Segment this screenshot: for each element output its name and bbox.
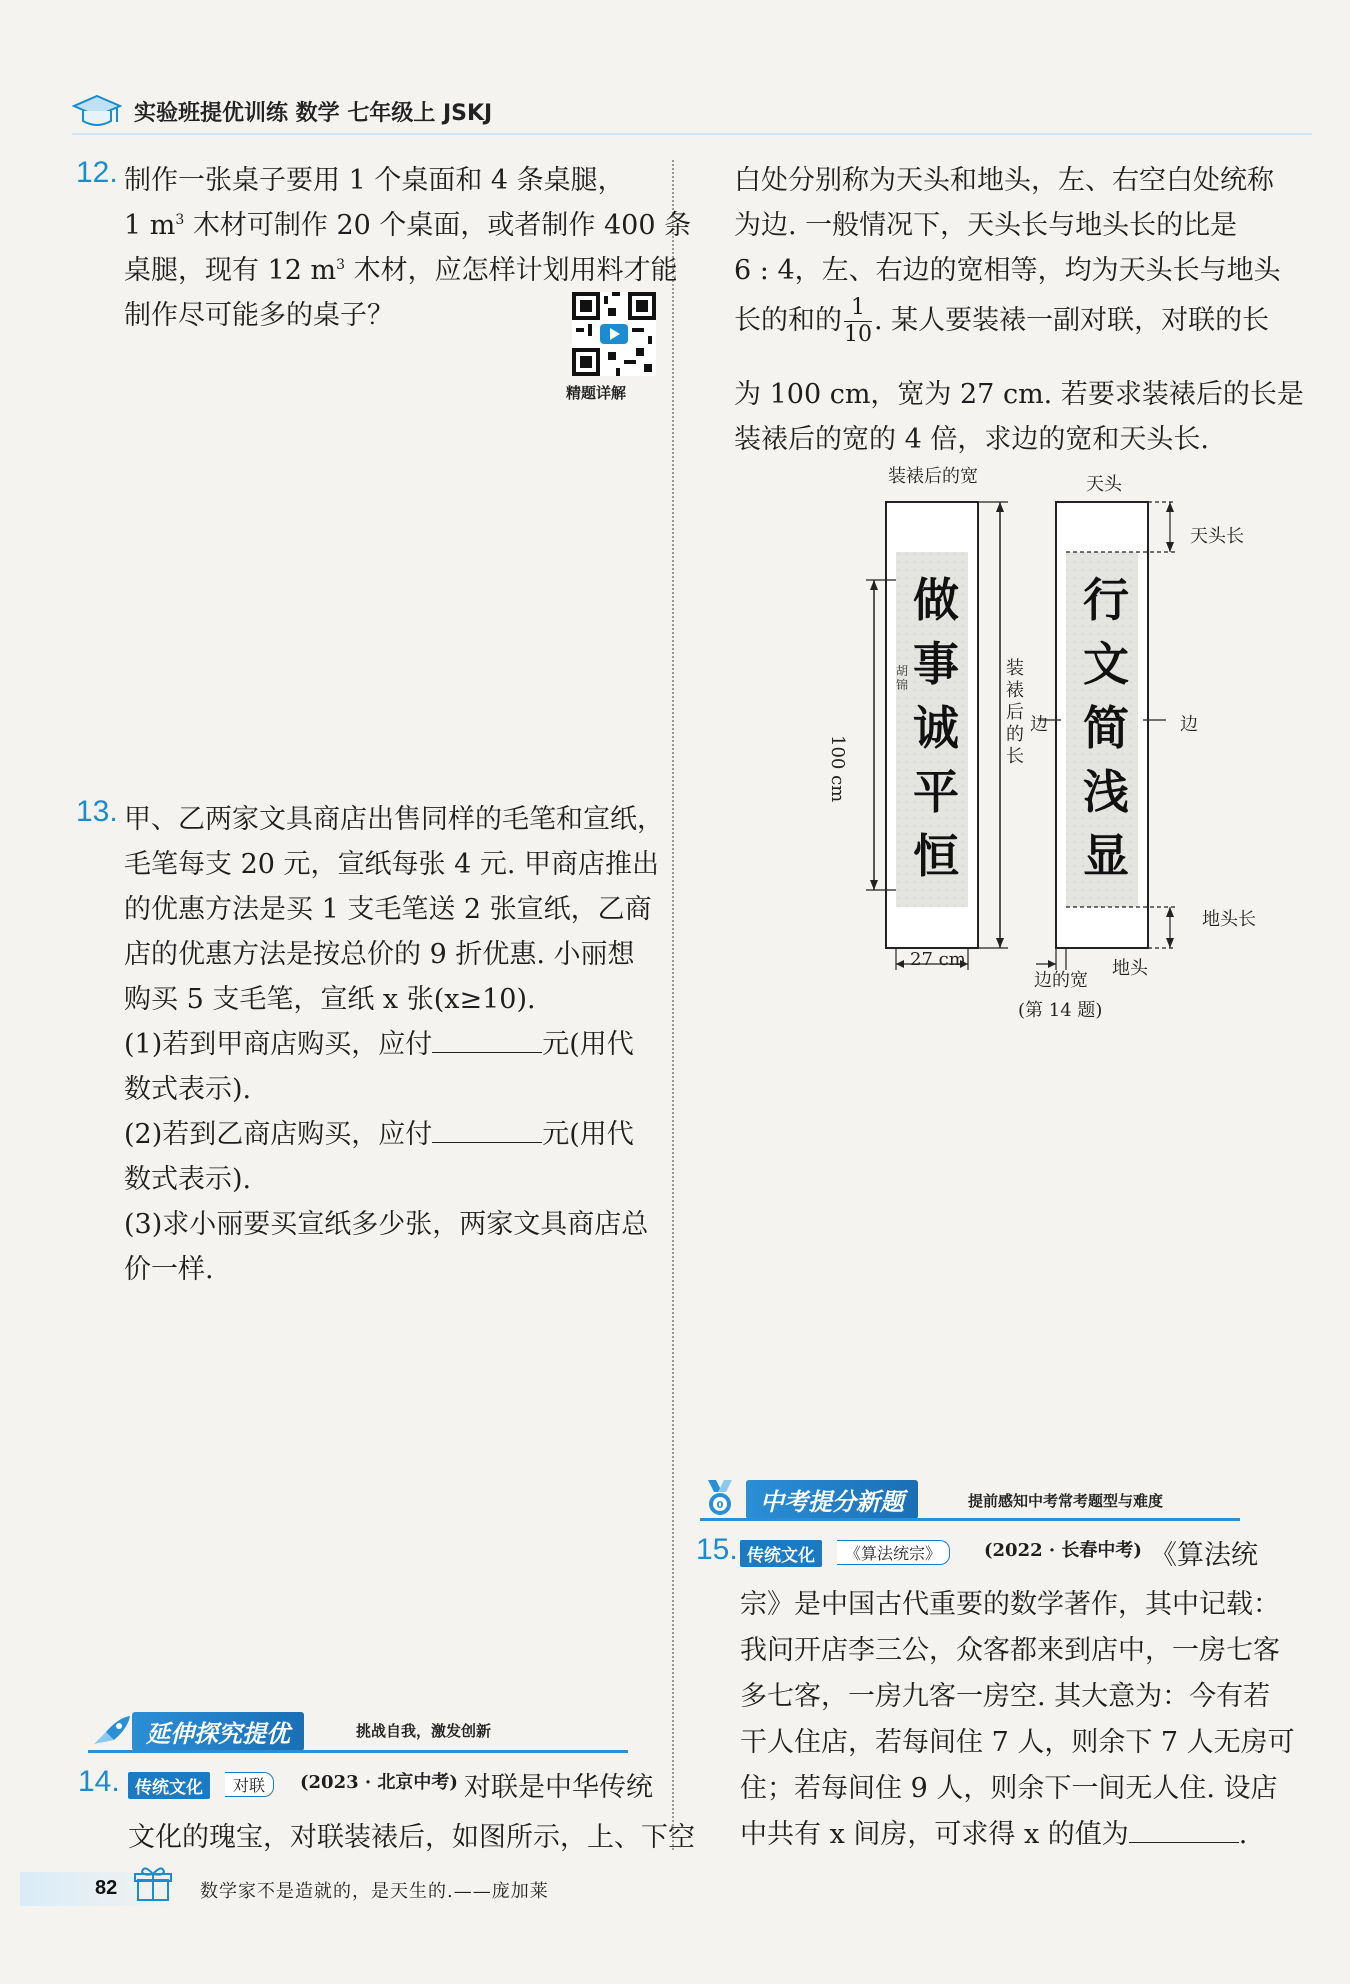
column-divider [672, 160, 674, 1850]
q14-line-1: 对联是中华传统 [464, 1772, 653, 1803]
q15-tag: 传统文化 [740, 1540, 822, 1567]
q13-line-1: 甲、乙两家文具商店出售同样的毛笔和宣纸， [124, 804, 664, 835]
q15-line-2: 宗》是中国古代重要的数学著作，其中记载： [740, 1589, 1280, 1620]
graduation-cap-icon [72, 92, 122, 132]
q14-line-8: 装裱后的宽的 4 倍，求边的宽和天头长. [734, 424, 1209, 455]
label-edge-right: 边 [1180, 714, 1198, 735]
label-edge-width: 边的宽 [1034, 970, 1088, 991]
q12-line-2: 1 $m^3$ 木材可制作 20 个桌面，或者制作 400 条 [124, 210, 692, 241]
banner-left-rule [88, 1750, 628, 1753]
q13-part-3-cont: 价一样. [124, 1254, 214, 1285]
section-banner-right: 中考提分新题 [746, 1480, 918, 1519]
q14-line-4: 为边. 一般情况下，天头长与地头长的比是 [734, 210, 1238, 241]
question-number-14: 14. [78, 1765, 120, 1798]
q14-source: (2023 · 北京中考) [300, 1772, 458, 1793]
q14-line-2: 文化的瑰宝，对联装裱后，如图所示，上、下空 [128, 1822, 695, 1853]
question-number-15: 15. [696, 1533, 738, 1566]
fraction-one-tenth: $\frac{1}{10}$ [844, 295, 872, 347]
q13-part-1-cont: 数式表示). [124, 1074, 252, 1105]
q14-line-6: 长的和的 $\frac{1}{10}$ . 某人要装裱一副对联，对联的长 [734, 295, 1270, 347]
answer-blank-2[interactable] [432, 1118, 542, 1143]
label-27cm: 27 cm [910, 949, 966, 970]
header-rule [72, 133, 1312, 135]
gift-box-icon [132, 1864, 180, 1904]
label-ditou-length: 地头长 [1202, 909, 1256, 930]
label-ditou: 地头 [1112, 958, 1148, 979]
label-mounted-width: 装裱后的宽 [888, 466, 978, 487]
page-header-title: 实验班提优训练 数学 七年级上 JSKJ [134, 101, 493, 126]
q15-source: (2022 · 长春中考) [984, 1540, 1142, 1561]
q14-line-5: 6 : 4，左、右边的宽相等，均为天头长与地头 [734, 255, 1281, 286]
label-tiantou-length: 天头长 [1190, 526, 1244, 547]
q15-line-7: 中共有 x 间房，可求得 x 的值为 . [740, 1819, 1248, 1850]
q13-part-2-cont: 数式表示). [124, 1164, 252, 1195]
q15-line-6: 住；若每间住 9 人，则余下一间无人住. 设店 [740, 1773, 1278, 1804]
qr-code-icon[interactable] [572, 292, 656, 376]
q14-tag2: 对联 [225, 1772, 274, 1797]
q15-line-3: 我问开店李三公，众客都来到店中，一房七客 [740, 1635, 1280, 1666]
q12-line-4: 制作尽可能多的桌子？ [124, 300, 394, 331]
q13-line-2: 毛笔每支 20 元，宣纸每张 4 元. 甲商店推出 [124, 849, 660, 880]
footer-quote: 数学家不是造就的，是天生的.——庞加莱 [200, 1881, 549, 1902]
banner-right-rule [700, 1518, 1240, 1521]
rocket-icon [88, 1714, 132, 1750]
svg-text:0: 0 [716, 1500, 724, 1511]
q15-line-4: 多七客，一房九客一房空. 其大意为：今有若 [740, 1681, 1271, 1712]
q13-line-5: 购买 5 支毛笔，宣纸 x 张(x≥10). [124, 984, 536, 1015]
q12-line-3: 桌腿，现有 12 $m^3$ 木材，应怎样计划用料才能 [124, 255, 678, 286]
section-banner-left-sub: 挑战自我，激发创新 [356, 1722, 492, 1740]
label-tiantou: 天头 [1086, 474, 1122, 495]
label-edge-left: 边 [1030, 714, 1048, 735]
q14-tag: 传统文化 [128, 1772, 210, 1799]
right-couplet-text: 行 文 简 浅 显 [1083, 573, 1129, 883]
answer-blank-3[interactable] [1129, 1818, 1239, 1843]
q13-line-3: 的优惠方法是买 1 支毛笔送 2 张宣纸，乙商 [124, 894, 652, 925]
medal-icon [700, 1478, 740, 1518]
question-number-12: 12. [76, 156, 118, 189]
label-100cm: 100 cm [827, 735, 848, 803]
section-banner-left: 延伸探究提优 [132, 1712, 304, 1751]
figure-caption: (第 14 题) [1018, 1000, 1103, 1021]
question-number-13: 13. [76, 795, 118, 828]
q15-line-5: 干人住店，若每间住 7 人，则余下 7 人无房可 [740, 1727, 1295, 1758]
q13-part-1: (1)若到甲商店购买，应付 元(用代 [124, 1029, 634, 1060]
q14-line-3: 白处分别称为天头和地头，左、右空白处统称 [734, 165, 1274, 196]
qr-label: 精题详解 [566, 384, 627, 402]
q13-part-2: (2)若到乙商店购买，应付 元(用代 [124, 1119, 634, 1150]
left-couplet-text: 做 事 诚 平 恒 [913, 573, 959, 883]
q13-line-4: 店的优惠方法是按总价的 9 折优惠. 小丽想 [124, 939, 635, 970]
q12-line-1: 制作一张桌子要用 1 个桌面和 4 条桌腿， [124, 165, 625, 196]
q15-tag2: 《算法统宗》 [837, 1540, 950, 1565]
label-mounted-length: 装裱后的长 [1006, 658, 1024, 767]
seal-inscription: 胡锦 [896, 664, 909, 692]
q14-line-7: 为 100 cm，宽为 27 cm. 若要求装裱后的长是 [734, 379, 1304, 410]
page-number: 82 [95, 1877, 118, 1899]
section-banner-right-sub: 提前感知中考常考题型与难度 [968, 1492, 1164, 1510]
answer-blank-1[interactable] [432, 1028, 542, 1053]
q15-line-1: 《算法统 [1150, 1540, 1258, 1571]
q13-part-3: (3)求小丽要买宣纸多少张，两家文具商店总 [124, 1209, 649, 1240]
